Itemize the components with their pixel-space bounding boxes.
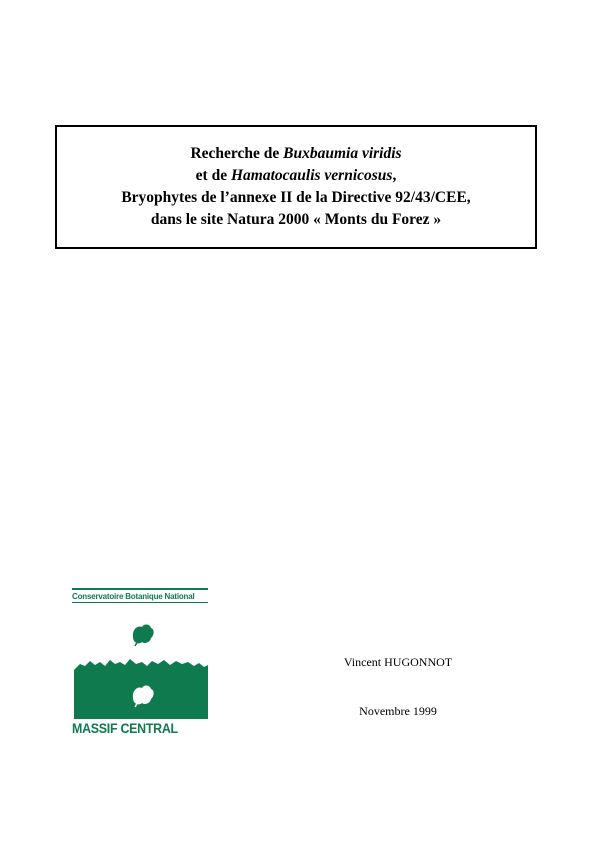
- logo-massif-central-text: MASSIF CENTRAL: [72, 721, 178, 736]
- logo-conservatoire-text: Conservatoire Botanique National: [72, 592, 195, 601]
- title-line-1: Recherche de Buxbaumia viridis: [190, 145, 402, 162]
- author-name: Vincent HUGONNOT: [343, 655, 453, 669]
- title-box: [55, 125, 537, 249]
- logo-graphic: [72, 618, 210, 720]
- mountains-icon: [74, 659, 208, 719]
- leaf-icon: [133, 624, 154, 646]
- title-line-3: Bryophytes de l’annexe II de la Directive 92/43/CEE,: [121, 189, 471, 206]
- logo-top-rule: [72, 588, 208, 590]
- cbn-logo: [72, 588, 210, 740]
- publication-date: Novembre 1999: [359, 704, 437, 718]
- title-line-2: et de Hamatocaulis vernicosus,: [195, 167, 397, 184]
- logo-mid-rule: [72, 602, 208, 603]
- title-line-4: dans le site Natura 2000 « Monts du Forez »: [150, 211, 442, 228]
